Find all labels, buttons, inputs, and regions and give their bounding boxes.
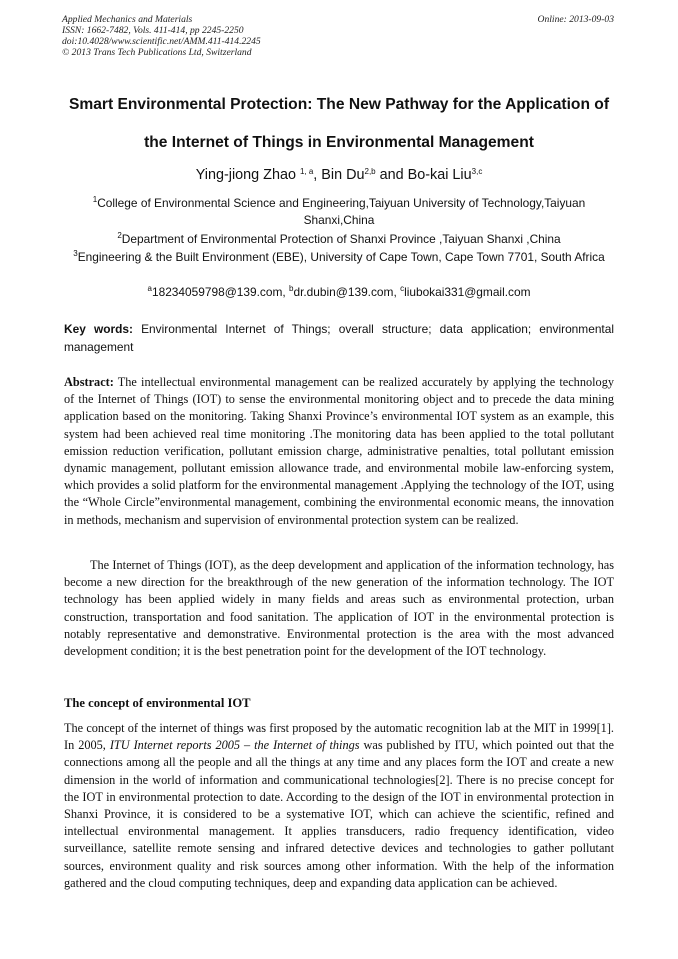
keywords-text: Environmental Internet of Things; overall structure; data application; environmental management (64, 322, 614, 354)
affiliation-marker: 1 (92, 195, 98, 204)
doi-line: doi:10.4028/www.scientific.net/AMM.411-414.2245 (62, 36, 261, 47)
author-3-marker: 3,c (471, 167, 483, 176)
keywords (64, 320, 614, 356)
email-marker: b (289, 284, 294, 293)
abstract-label: Abstract: (64, 375, 114, 389)
report-title: ITU Internet reports 2005 – the Internet of things (109, 738, 360, 753)
affiliation-3 (70, 249, 608, 266)
affiliation-text: Engineering & the Built Environment (EBE), University of Cape Town, Cape Town 7701, South Africa (77, 250, 605, 264)
email-b: dr.dubin@139.com, (293, 285, 401, 299)
author-1-marker: 1, a (299, 167, 314, 176)
affiliation-marker: 2 (117, 231, 122, 240)
affiliation-2 (70, 231, 608, 248)
title-line-1: Smart Environmental Protection: The New Pathway for the Application of (68, 96, 610, 113)
paragraph-text: The concept of the internet of things was first proposed by the automatic recognition lab at the MIT in 1999[1]. In 2005, (64, 721, 614, 753)
affiliation-1 (70, 195, 608, 229)
journal-header (62, 14, 261, 58)
author-separator: , (313, 167, 322, 183)
affiliation-text: College of Environmental Science and Engineering,Taiyuan University of Technology,Taiyuan Shanxi,China (97, 196, 586, 227)
section-heading: The concept of environmental IOT (64, 696, 251, 710)
section-paragraph (64, 720, 614, 892)
intro-paragraph: The Internet of Things (IOT), as the deep development and application of the information technology, has become a new direction for the breakthrough of the new generation of the information technology. The IOT technology has been applied widely in many fields and areas such as environmental protection, urban construction, transportation and food sanitation. The application of IOT in the environmental protection is notably representative and demonstrative. Environmental protection is the area with the most advanced development condition; it is the best penetration point for the development of the IOT technology. (64, 558, 614, 659)
paragraph-text: was published by ITU, which pointed out that the connections among all the people and all the things at any time and any places form the IOT and create a new dimension in the world of information and communicational technologies[2]. There is no precise concept for the IOT in environmental protection to date. According to the design of the IOT in environmental protection in Shanxi Province, it is considered to be a systemative IOT, which can achieve the scientific, refined and intellectual environmental management. It applies transducers, radio frequency identification, video surveillance, satellite remote sensing and infrared detective devices and technologies to gather pollutant sources, environment quality and risk sources among other information. With the help of the information gathered and the cloud computing techniques, deep and expanding data application can be achieved. (64, 738, 614, 890)
abstract (64, 374, 614, 529)
online-date: Online: 2013-09-03 (537, 14, 614, 25)
email-marker: a (147, 284, 152, 293)
affiliation-marker: 3 (73, 249, 78, 258)
email-marker: c (400, 284, 405, 293)
title-line-2: the Internet of Things in Environmental Management (144, 134, 534, 151)
author-list (52, 165, 626, 185)
author-emails (70, 284, 608, 301)
author-3: Bo-kai Liu (407, 167, 472, 183)
author-1: Ying-jiong Zhao (195, 167, 296, 183)
email-a: 18234059798@139.com, (151, 285, 289, 299)
author-separator: and (375, 167, 408, 183)
paper-title (52, 86, 626, 162)
affiliation-text: Department of Environmental Protection of Shanxi Province ,Taiyuan Shanxi ,China (121, 232, 561, 246)
abstract-text: The intellectual environmental management can be realized accurately by applying the technology of the Internet of Things (IOT) to sense the environmental monitoring object and to precede the data mining application based on the monitoring. Taking Shanxi Province’s environmental IOT system as an example, this system had been achieved real time monitoring .The monitoring data has been applied to the total pollutant emission reduction verification, pollutant emission charge, administrative penalties, total pollutant emission dynamic management, pollutant emission allowance trade, and environmental mobile law-enforcing system, which provides a solid platform for the environmental management .Applying the technology of the IOT, using the “Whole Circle”environmental management, combining the environmental economic means, the innovation in methods, mechanism and supervision of environmental protection system can be realized. (64, 375, 614, 527)
email-c: liubokai331@gmail.com (404, 285, 531, 299)
keywords-label: Key words: (64, 322, 133, 336)
journal-name: Applied Mechanics and Materials (62, 14, 193, 25)
issn-line: ISSN: 1662-7482, Vols. 411-414, pp 2245-2250 (62, 25, 244, 36)
author-2-marker: 2,b (364, 167, 376, 176)
author-2: Bin Du (321, 167, 365, 183)
copyright-line: © 2013 Trans Tech Publications Ltd, Switzerland (62, 47, 252, 58)
